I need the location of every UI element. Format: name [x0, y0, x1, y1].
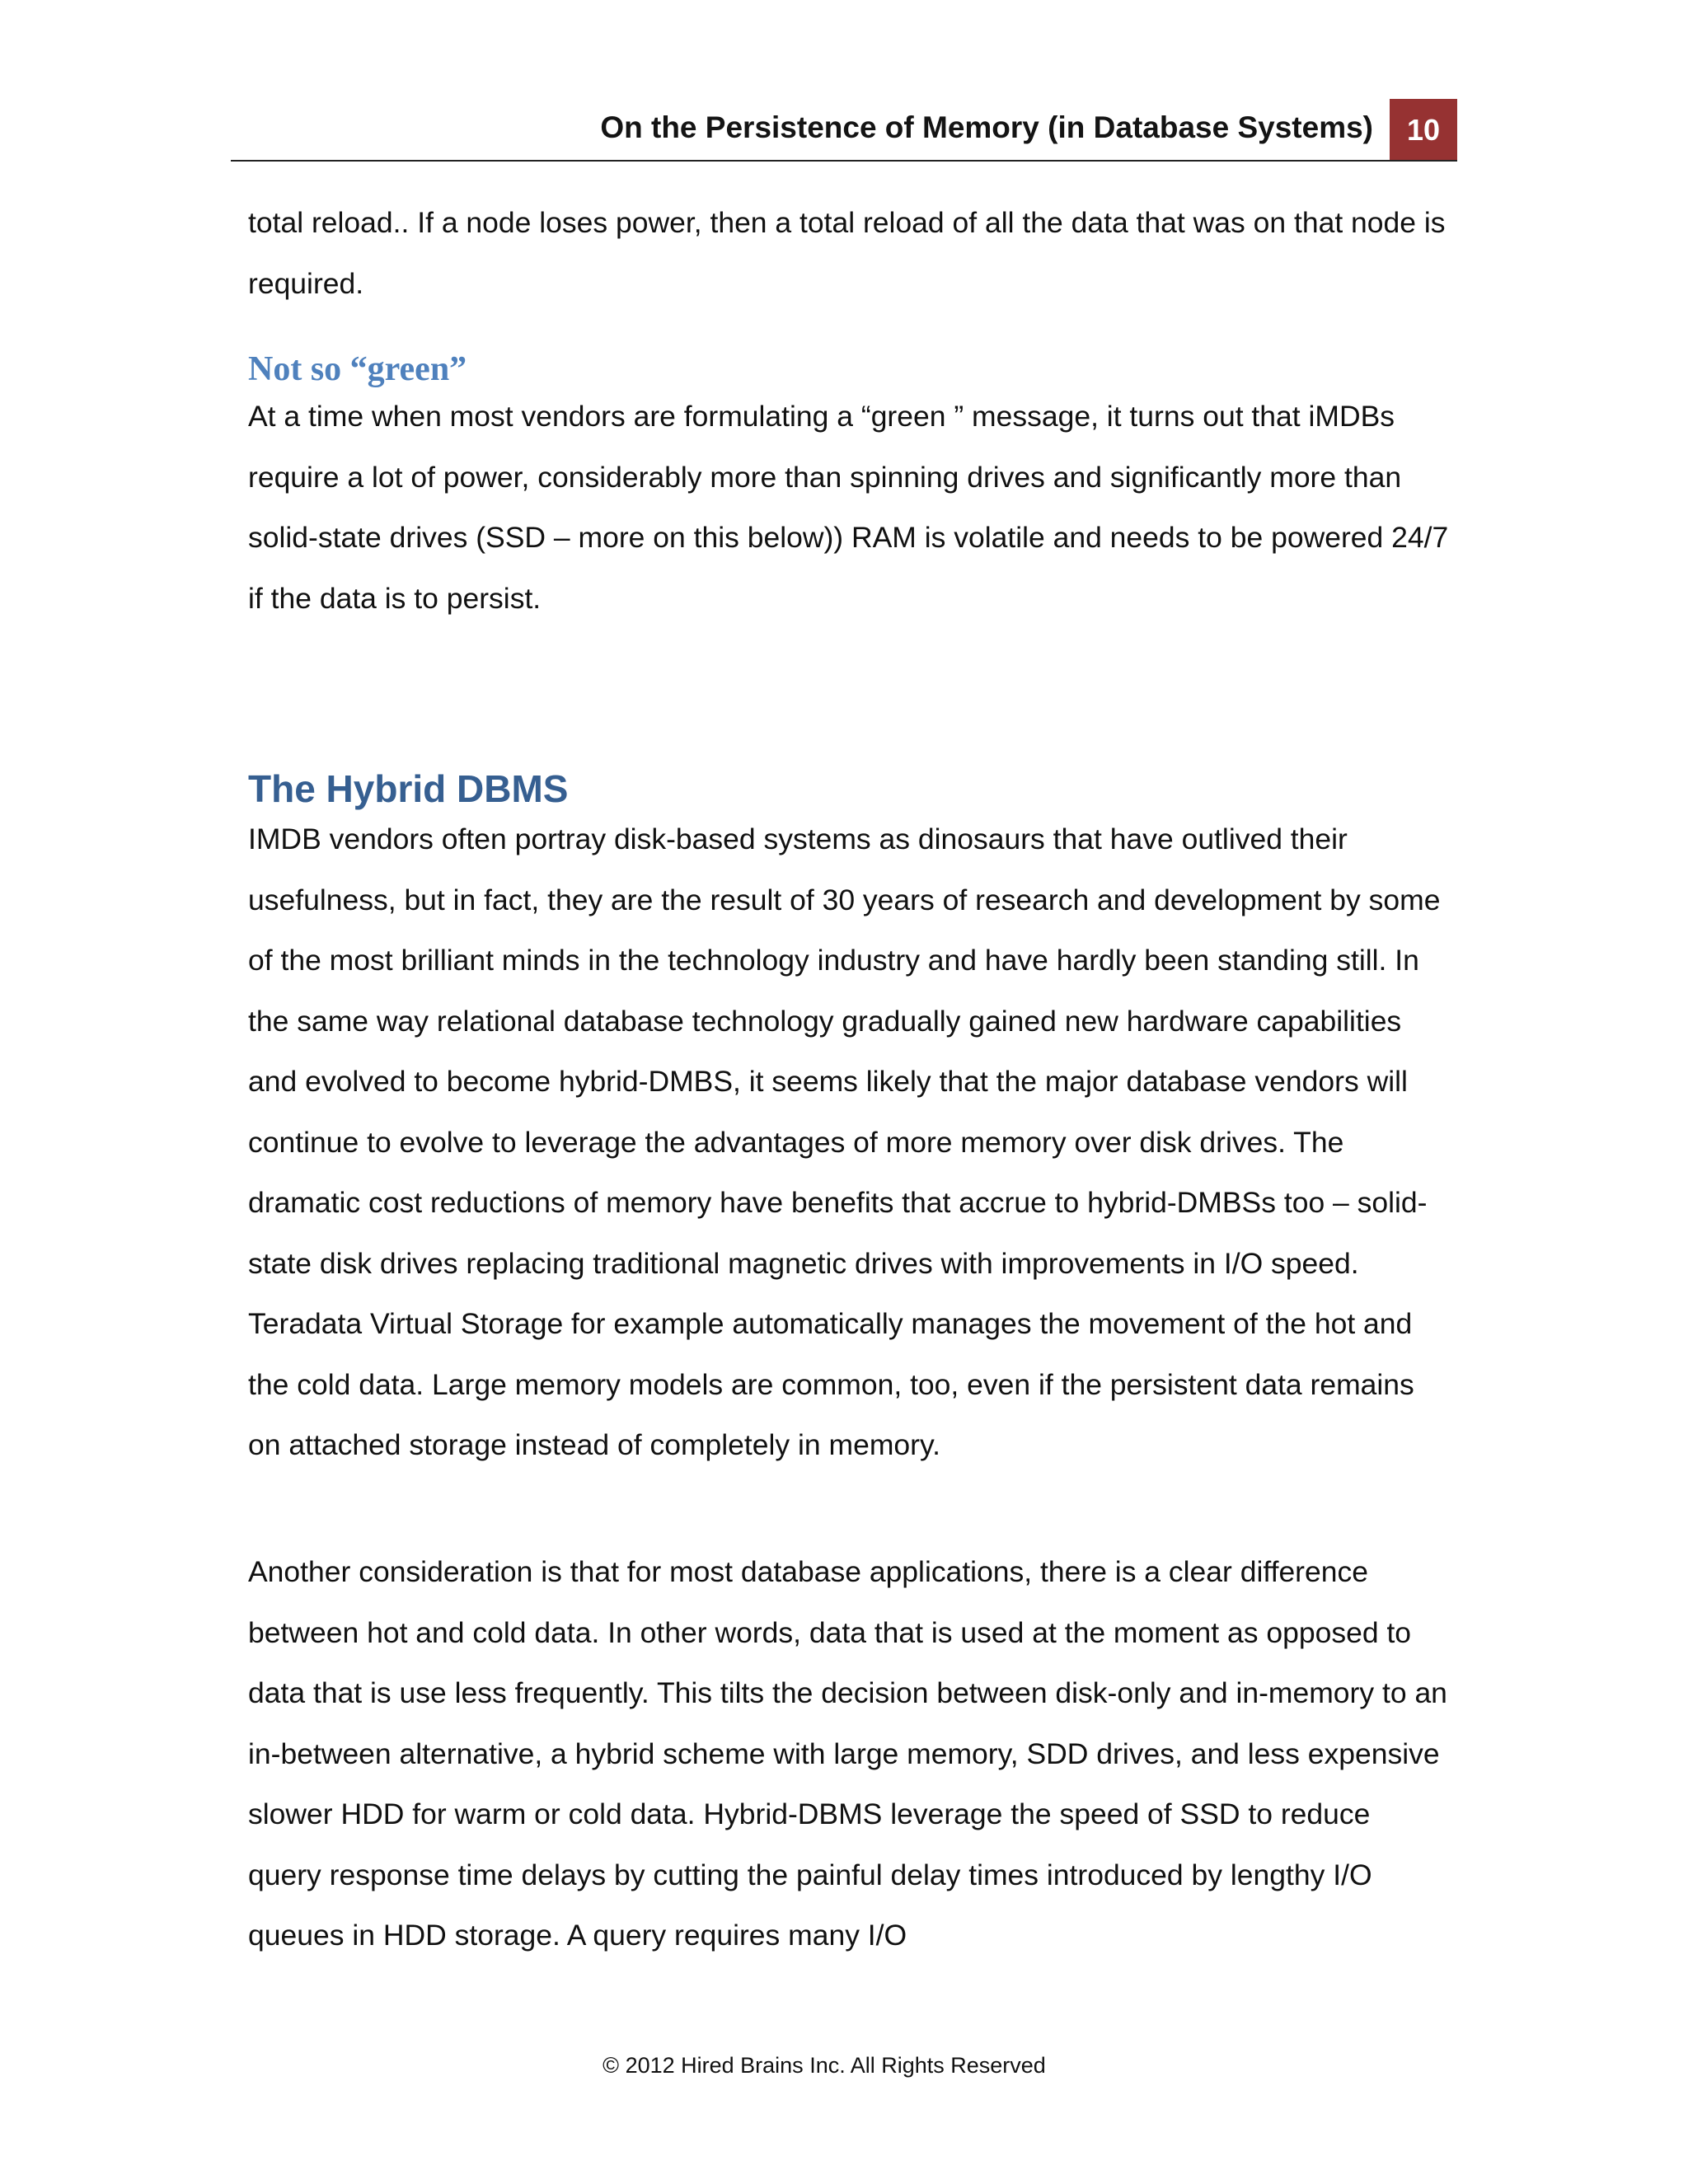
running-title: On the Persistence of Memory (in Database Systems) — [600, 110, 1373, 144]
section-heading-not-so-green: Not so “green” — [248, 350, 467, 388]
section-heading-hybrid-dbms: The Hybrid DBMS — [248, 767, 569, 810]
page-number-badge: 10 — [1390, 99, 1457, 160]
paragraph-hybrid-dbms-1: IMDB vendors often portray disk-based systems as dinosaurs that have outlived their usefulness, but in fact, they are the result of 30 years of research and development by some of the most brilliant minds in the technology industry and have hardly been standing still. In the same way relational database technology gradually gained new hardware capabilities and evolved to become hybrid-DMBS, it seems likely that the major database vendors will continue to evolve to leverage the advantages of more memory over disk drives. The dramatic cost reductions of memory have benefits that accrue to hybrid-DMBSs too – solid-state disk drives replacing traditional magnetic drives with improvements in I/O speed. Teradata Virtual Storage for example automatically manages the movement of the hot and the cold data. Large memory models are common, too, even if the persistent data remains on attached storage instead of completely in memory. — [248, 823, 1441, 1461]
page-footer — [0, 2053, 1688, 2079]
intro-paragraph: total reload.. If a node loses power, then a total reload of all the data that was on that node is required. — [248, 206, 1446, 300]
paragraph-not-so-green: At a time when most vendors are formulating a “green ” message, it turns out that iMDBs require a lot of power, considerably more than spinning drives and significantly more than solid-state drives (SSD – more on this below)) RAM is volatile and needs to be powered 24/7 if the data is to persist. — [248, 400, 1449, 615]
paragraph-hybrid-dbms-2: Another consideration is that for most database applications, there is a clear difference between hot and cold data. In other words, data that is used at the moment as opposed to data that is use less frequently. This tilts the decision between disk-only and in-memory to an in-between alternative, a hybrid scheme with large memory, SDD drives, and less expensive slower HDD for warm or cold data. Hybrid-DBMS leverage the speed of SSD to reduce query response time delays by cutting the painful delay times introduced by lengthy I/O queues in HDD storage. A query requires many I/O — [248, 1555, 1447, 1952]
copyright-notice: © 2012 Hired Brains Inc. All Rights Reserved — [603, 2053, 1046, 2078]
page-header — [231, 99, 1457, 162]
